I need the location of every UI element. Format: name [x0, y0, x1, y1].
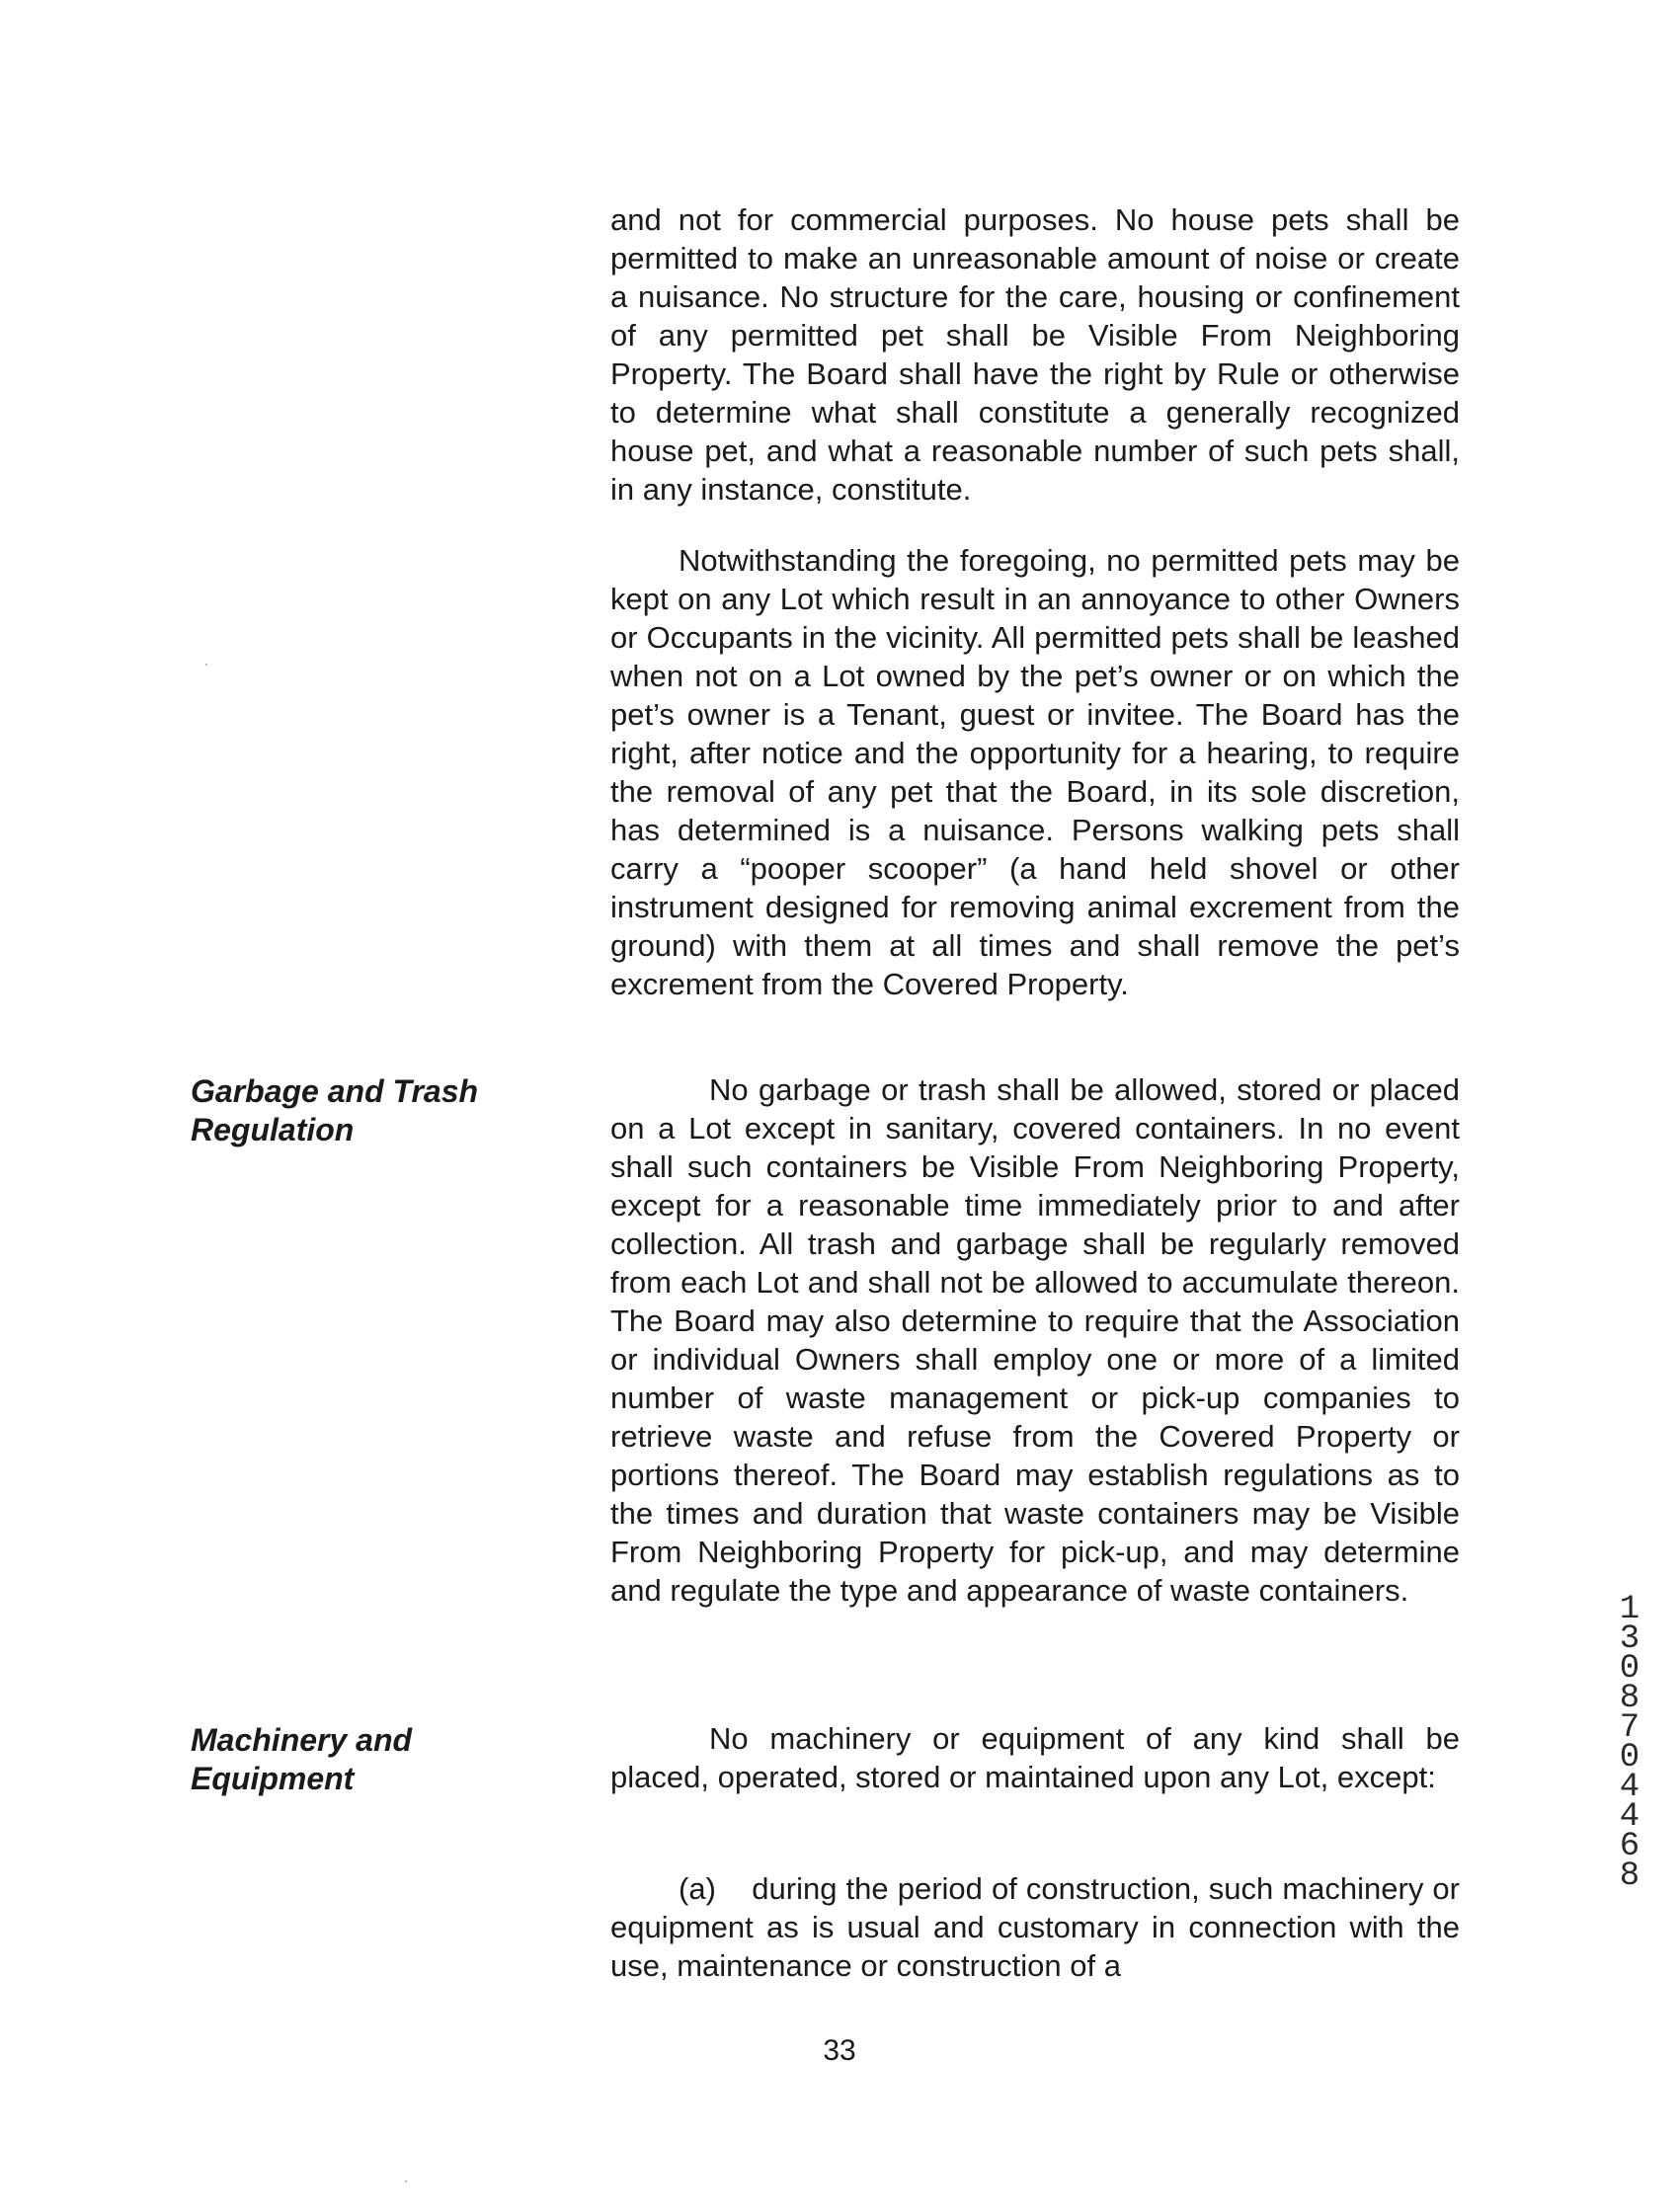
heading-machinery-equipment: Machinery and Equipment: [191, 1722, 413, 1796]
recording-stamp: 13087 04468: [1619, 1591, 1640, 1895]
paragraph-machinery: No machinery or equipment of any kind shall be placed, operated, stored or maintained upon any Lot, except:: [610, 1721, 1460, 1794]
page-number: 33: [823, 2034, 856, 2067]
paragraph-garbage-trash: No garbage or trash shall be allowed, stored or placed on a Lot except in sanitary, covered containers. In no event shall such containers be Visible From Neighboring Property, except for a reasonable time immediately prior to and after collection. All trash and garbage shall be regularly removed from each Lot and shall not be allowed to accumulate thereon. The Board may also determine to require that the Association or individual Owners shall employ one or more of a limited number of waste management or pick-up companies to retrieve waste and refuse from the Covered Property or portions thereof. The Board may establish regulations as to the times and duration that waste containers may be Visible From Neighboring Property for pick-up, and may determine and regulate the type and appearance of waste containers.: [610, 1072, 1460, 1608]
paragraph-pets-notwithstanding: Notwithstanding the foregoing, no permitted pets may be kept on any Lot which result in an annoyance to other Owners or Occupants in the vicinity. All permitted pets shall be leashed when not on a Lot owned by the pet’s owner or on which the pet’s owner is a Tenant, guest or invitee. The Board has the right, after notice and the opportunity for a hearing, to require the removal of any pet that the Board, in its sole discretion, has determined is a nuisance. Persons walking pets shall carry a “pooper scooper” (a hand held shovel or other instrument designed for removing animal excrement from the ground) with them at all times and shall remove the pet’s excrement from the Covered Property.: [610, 543, 1460, 1001]
heading-garbage-trash: Garbage and Trash Regulation: [191, 1073, 479, 1147]
paragraph-machinery-item-a: (a) during the period of construction, such machinery or equipment as is usual and customary in connection with the use, maintenance or construction of a: [610, 1871, 1460, 1983]
scan-speck: [405, 2180, 407, 2182]
paragraph-pets-continued: and not for commercial purposes. No house pets shall be permitted to make an unreasonable amount of noise or create a nuisance. No structure for the care, housing or confinement of any permitted pet shall be Visible From Neighboring Property. The Board shall have the right by Rule or otherwise to determine what shall constitute a generally recognized house pet, and what a reasonable number of such pets shall, in any instance, constitute.: [610, 202, 1460, 507]
scan-speck: [205, 664, 207, 666]
